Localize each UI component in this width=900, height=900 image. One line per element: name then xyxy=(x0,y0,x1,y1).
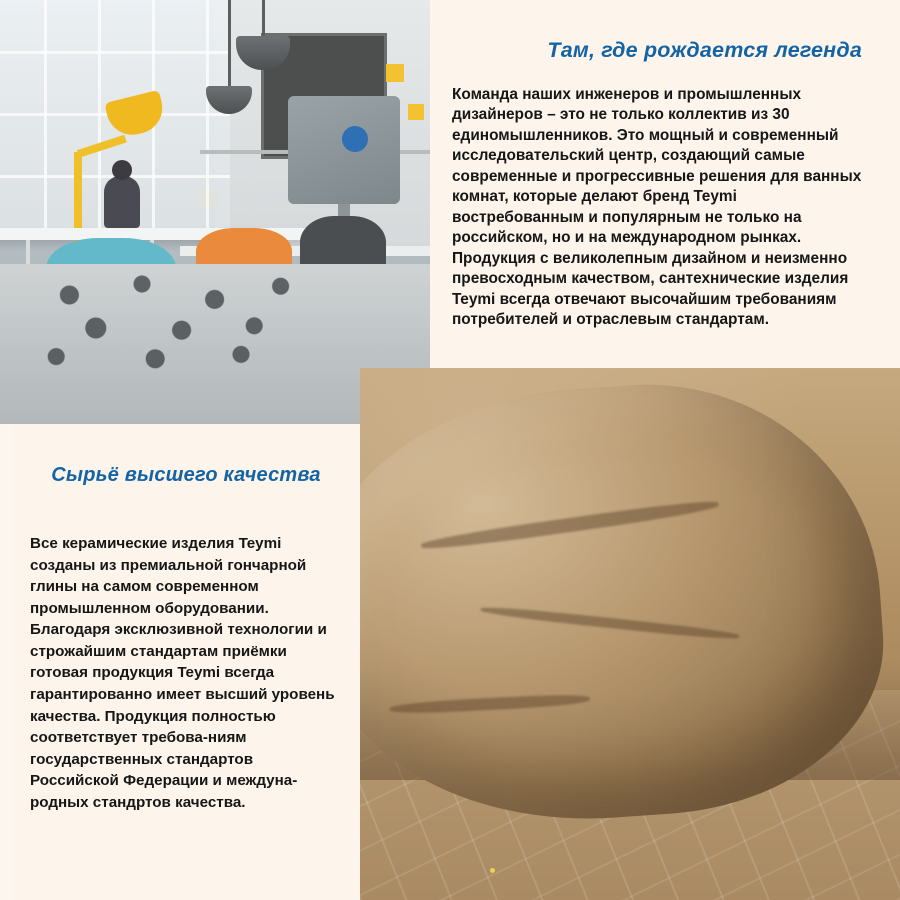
office-worker xyxy=(104,176,140,228)
office-sticky-note xyxy=(386,64,404,82)
office-monitor xyxy=(288,96,400,204)
clay-photo xyxy=(360,368,900,900)
office-rug xyxy=(10,262,340,372)
section-raw-materials xyxy=(12,424,360,900)
desk-lamp-arm xyxy=(74,152,82,236)
section-legend xyxy=(430,0,900,368)
pendant-cord xyxy=(262,0,265,38)
section-legend-body: Команда наших инженеров и промышленных дизайнеров – это не только коллектив из 30 единомышленников. Это мощный и современный исследовательский центр, создающий самые современные и прогрессивные решения для ванных комнат, которые делают бренд Teymi востребованным и популярным не только на российском, но и на международном рынках. Продукция с великолепным дизайном и неизменно превосходным качеством, сантехнические изделия Teymi всегда отвечают высочайшим требованиям потребителей и отраслевым стандартам. xyxy=(452,86,862,329)
section-raw-materials-body: Все керамические изделия Teymi созданы из премиальной гончарной глины на самом современном промышленном оборудовании. Благодаря эксклюзивной технологии и строжайшим стандартам приёмки готовая продукция Teymi всегда гарантированно имеет высший уровень качества. Продукция полностью соответствует требова-ниям государственных стандартов Российской Федерации и междуна-родных стандртов качества. xyxy=(30,535,335,811)
clay-speck xyxy=(490,868,495,873)
section-raw-materials-heading: Сырьё высшего качества xyxy=(51,464,321,486)
section-legend-heading: Там, где рождается легенда xyxy=(547,38,862,62)
office-sticky-note xyxy=(408,104,424,120)
pendant-cord xyxy=(228,0,231,88)
office-photo xyxy=(0,0,430,424)
monitor-screen-graphic xyxy=(342,126,368,152)
